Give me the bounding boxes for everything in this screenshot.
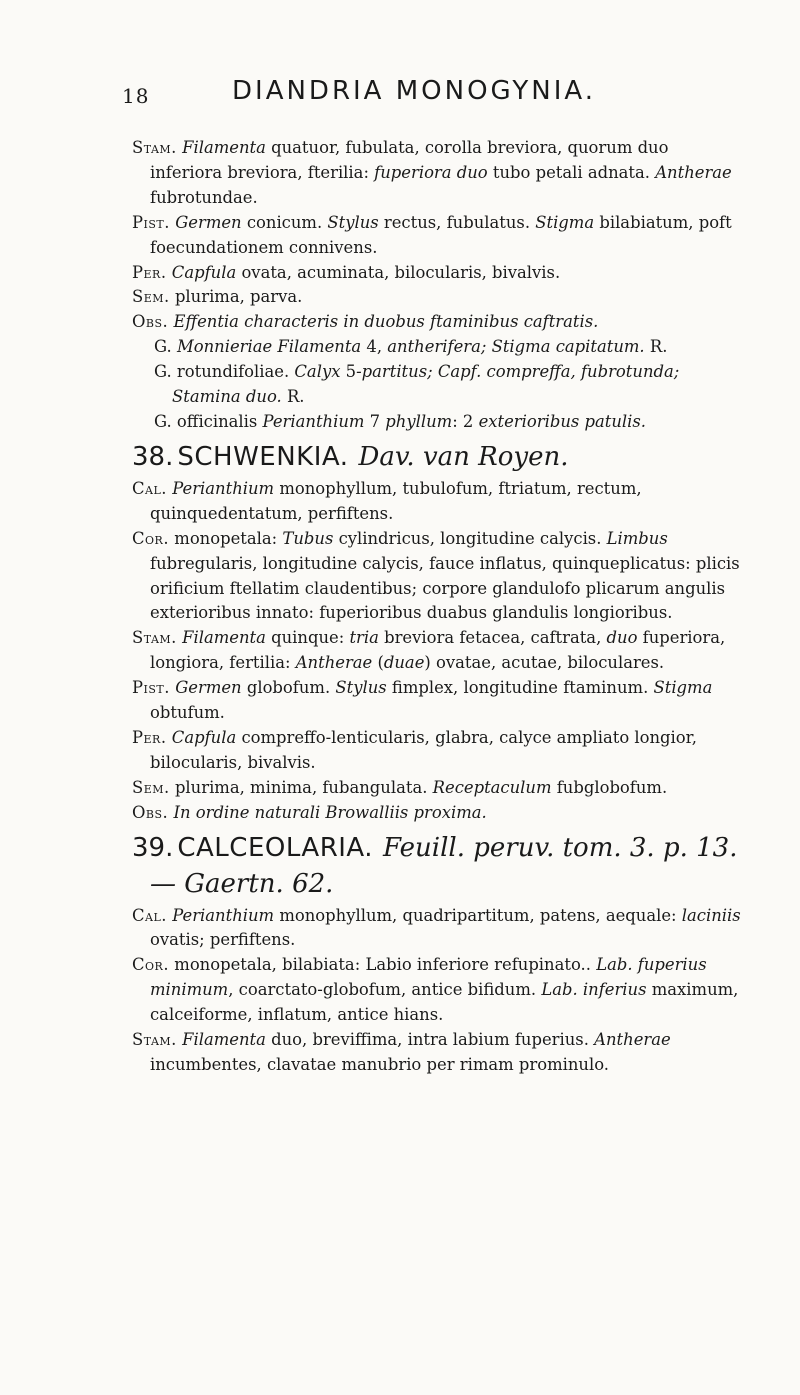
section-label: Sem. xyxy=(132,777,170,797)
page-number: 18 xyxy=(122,84,150,108)
genus-number: 39. xyxy=(132,832,174,863)
text-run: incumbentes, clavatae manubrio per rimam prominulo. xyxy=(150,1055,610,1074)
text-run: 4, xyxy=(361,337,388,357)
stamen-description xyxy=(132,626,744,676)
seed-description xyxy=(132,285,744,310)
italic-term: duae xyxy=(383,653,425,673)
section-label: Stam. xyxy=(132,628,177,648)
italic-term: Receptaculum xyxy=(432,777,552,797)
italic-term: duo xyxy=(606,628,638,648)
italic-term: Germen xyxy=(175,212,242,232)
text-run: plurima, minima, fubangulata. xyxy=(169,777,433,797)
genus-authority: Feuill. peruv. tom. 3. p. 13. — Gaertn. 62. xyxy=(150,832,738,899)
genus-name: CALCEOLARIA. xyxy=(177,832,374,863)
section-label: Pist. xyxy=(132,212,170,232)
text-run: ovata, acuminata, bilocularis, bivalvis. xyxy=(236,262,561,282)
text-run: duo, breviffima, intra labium fuperius. xyxy=(265,1030,595,1050)
observation xyxy=(132,801,744,826)
pistil-description xyxy=(132,211,744,261)
page-body xyxy=(132,136,744,1078)
italic-term: Tubus xyxy=(282,528,334,548)
section-label: Stam. xyxy=(132,1030,177,1050)
text-run: rectus, fubulatus. xyxy=(378,212,536,232)
text-run: monopetala: xyxy=(169,528,283,548)
italic-term: Stigma xyxy=(653,678,713,698)
running-title: DIANDRIA MONOGYNIA. xyxy=(232,76,596,106)
section-label: Pist. xyxy=(132,678,170,698)
text-run: quatuor, fubulata, corolla breviora, quorum duo inferiora breviora, fterilia: xyxy=(150,138,669,182)
genus-number: 38. xyxy=(132,441,174,472)
italic-term: Stylus xyxy=(327,212,379,232)
italic-term: Filamenta xyxy=(182,138,266,157)
text-run: monophyllum, tubulofum, ftriatum, rectum, quinquedentatum, perfiftens. xyxy=(150,478,642,523)
text-run: plurima, parva. xyxy=(169,287,303,307)
text-run: R. xyxy=(644,337,668,357)
section-label: Cor. xyxy=(132,955,170,975)
italic-term: Filamenta xyxy=(182,628,266,648)
italic-term: Capfula xyxy=(171,727,237,747)
text-run: obtufum. xyxy=(150,703,225,723)
section-label: Per. xyxy=(132,727,167,747)
italic-term: Perianthium xyxy=(172,478,275,498)
text-run: breviora fetacea, caftrata, xyxy=(378,628,607,648)
text-run: 5 xyxy=(340,362,357,382)
text-run: monophyllum, quadripartitum, patens, aequale: xyxy=(274,905,682,925)
text-run: quinque: xyxy=(265,628,350,648)
calyx-description xyxy=(132,904,744,954)
italic-term: Lab. inferius xyxy=(541,980,647,1000)
corolla-description xyxy=(132,527,744,627)
italic-term: Stigma xyxy=(535,212,595,232)
section-label: Sem. xyxy=(132,287,170,307)
section-label: Obs. xyxy=(132,802,169,822)
italic-term: Antherae xyxy=(655,162,732,182)
section-label: Cor. xyxy=(132,528,170,548)
genus-authority: Dav. van Royen. xyxy=(358,441,569,472)
italic-term: Stylus xyxy=(335,678,387,698)
text-run: tubo petali adnata. xyxy=(487,162,656,182)
italic-term: Monnieriae Filamenta xyxy=(176,337,362,357)
text-run: ) ovatae, acutae, biloculares. xyxy=(424,653,665,673)
italic-term: Effentia characteris in duobus ftaminibus caftratis. xyxy=(173,312,599,332)
text-run: : 2 xyxy=(452,411,479,431)
text-run: bilabiatum, poft foecundationem connivens. xyxy=(150,212,732,257)
italic-term: Filamenta xyxy=(182,1030,266,1050)
species-note xyxy=(132,360,744,410)
observation xyxy=(132,310,744,335)
genus-heading xyxy=(132,830,744,902)
text-run: G. rotundifoliae. xyxy=(154,362,295,382)
italic-term: Perianthium xyxy=(262,411,365,431)
species-note xyxy=(132,335,744,360)
section-label: Cal. xyxy=(132,905,167,925)
page-header xyxy=(122,76,742,110)
text-run: fubregularis, longitudine calycis, fauce inflatus, quinqueplicatus: plicis orificium ftellatim claudentibus; corpore glandulofo plicarum angulis exterioribus innato: fuperioribus duabus glandulis longioribus. xyxy=(150,553,740,623)
stamen-description xyxy=(132,1028,744,1078)
text-run: cylindricus, longitudine calycis. xyxy=(333,528,607,548)
genus-name: SCHWENKIA. xyxy=(177,441,349,472)
italic-term: In ordine naturali Browalliis proxima. xyxy=(173,802,487,822)
italic-term: exterioribus patulis. xyxy=(478,411,647,431)
italic-term: Perianthium xyxy=(172,905,275,925)
italic-term: Limbus xyxy=(606,528,668,548)
italic-term: Germen xyxy=(175,678,242,698)
species-note xyxy=(132,410,744,435)
italic-term: -partitus; Capf. compreffa, fubrotunda; Stamina duo. xyxy=(172,362,680,407)
corolla-description xyxy=(132,953,744,1028)
text-run: conicum. xyxy=(241,212,328,232)
italic-term: laciniis xyxy=(681,905,741,925)
calyx-description xyxy=(132,477,744,527)
seed-description xyxy=(132,776,744,801)
italic-term: antherifera; Stigma capitatum. xyxy=(387,337,645,357)
text-run: fubrotundae. xyxy=(150,187,258,207)
text-run: monopetala, bilabiata: Labio inferiore refupinato.. xyxy=(169,955,597,975)
section-label: Cal. xyxy=(132,478,167,498)
text-run: globofum. xyxy=(241,678,336,698)
text-run: ovatis; perfiftens. xyxy=(150,930,296,950)
pericarp-description xyxy=(132,726,744,776)
section-label: Per. xyxy=(132,262,167,282)
text-run: 7 xyxy=(364,411,386,431)
italic-term: Antherae xyxy=(295,653,373,673)
text-run: compreffo-lenticularis, glabra, calyce ampliato longior, bilocularis, bivalvis. xyxy=(150,727,697,772)
section-label: Stam. xyxy=(132,138,177,157)
pistil-description xyxy=(132,676,744,726)
italic-term: fuperiora duo xyxy=(374,162,488,182)
section-label: Obs. xyxy=(132,312,169,332)
italic-term: Lab. fuperius minimum xyxy=(150,955,707,1000)
text-run: R. xyxy=(281,387,305,407)
pericarp-description xyxy=(132,261,744,286)
text-run: fuperiora, longiora, fertilia: xyxy=(150,628,726,673)
text-run: , coarctato-globofum, antice bifidum. xyxy=(228,980,542,1000)
text-run: fimplex, longitudine ftaminum. xyxy=(386,678,654,698)
text-run: G. officinalis xyxy=(154,411,263,431)
stamen-description xyxy=(132,136,744,211)
italic-term: tria xyxy=(349,628,379,648)
italic-term: Antherae xyxy=(594,1030,671,1050)
italic-term: phyllum xyxy=(385,411,453,431)
italic-term: Calyx xyxy=(294,362,341,382)
italic-term: Capfula xyxy=(171,262,237,282)
genus-heading xyxy=(132,439,744,475)
text-run: maximum, calceiforme, inflatum, antice hians. xyxy=(150,980,739,1025)
text-run: ( xyxy=(372,653,384,673)
text-run: fubglobofum. xyxy=(551,777,668,797)
text-run: G. xyxy=(154,337,177,357)
